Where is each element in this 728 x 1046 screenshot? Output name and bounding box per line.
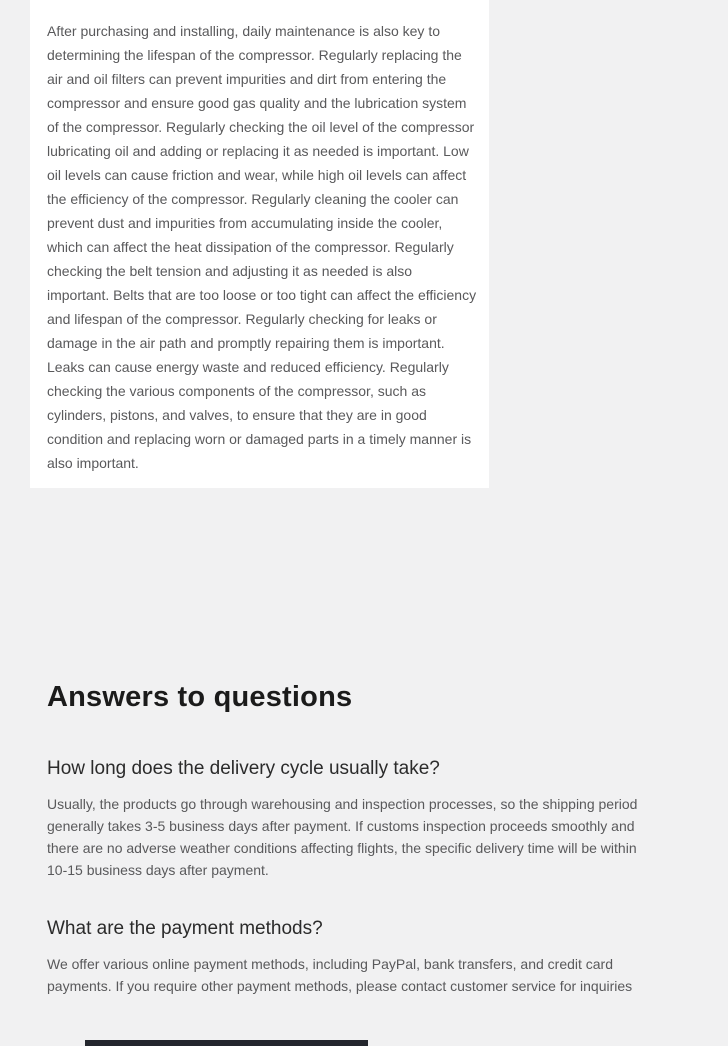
faq-section xyxy=(47,681,647,997)
faq-question-payment-methods: What are the payment methods? xyxy=(47,918,323,939)
faq-section-title: Answers to questions xyxy=(47,681,353,713)
maintenance-text-card xyxy=(30,0,489,488)
faq-answer-delivery-cycle: Usually, the products go through warehousing and inspection processes, so the shipping period generally takes 3-5 business days after payment. If customs inspection proceeds smoothly and there are no adverse weather conditions affecting flights, the specific delivery time will be within 10-15 business days after payment. xyxy=(47,796,638,878)
faq-question-delivery-cycle: How long does the delivery cycle usually take? xyxy=(47,758,440,779)
faq-answer-payment-methods: We offer various online payment methods, including PayPal, bank transfers, and credit card payments. If you require other payment methods, please contact customer service for inquiries xyxy=(47,956,633,994)
maintenance-paragraph: After purchasing and installing, daily maintenance is also key to determining the lifespan of the compressor. Regularly replacing the air and oil filters can prevent impurities and dirt from entering the compressor and ensure good gas quality and the lubrication system of the compressor. Regularly checking the oil level of the compressor lubricating oil and adding or replacing it as needed is important. Low oil levels can cause friction and wear, while high oil levels can affect the efficiency of the compressor. Regularly cleaning the cooler can prevent dust and impurities from accumulating inside the cooler, which can affect the heat dissipation of the compressor. Regularly checking the belt tension and adjusting it as needed is also important. Belts that are too loose or too tight can affect the efficiency and lifespan of the compressor. Regularly checking for leaks or damage in the air path and promptly repairing them is important. Leaks can cause energy waste and reduced efficiency. Regularly checking the various components of the compressor, such as cylinders, pistons, and valves, to ensure that they are in good condition and replacing worn or damaged parts in a timely manner is also important. xyxy=(47,23,477,471)
footer-bar xyxy=(85,1040,368,1046)
